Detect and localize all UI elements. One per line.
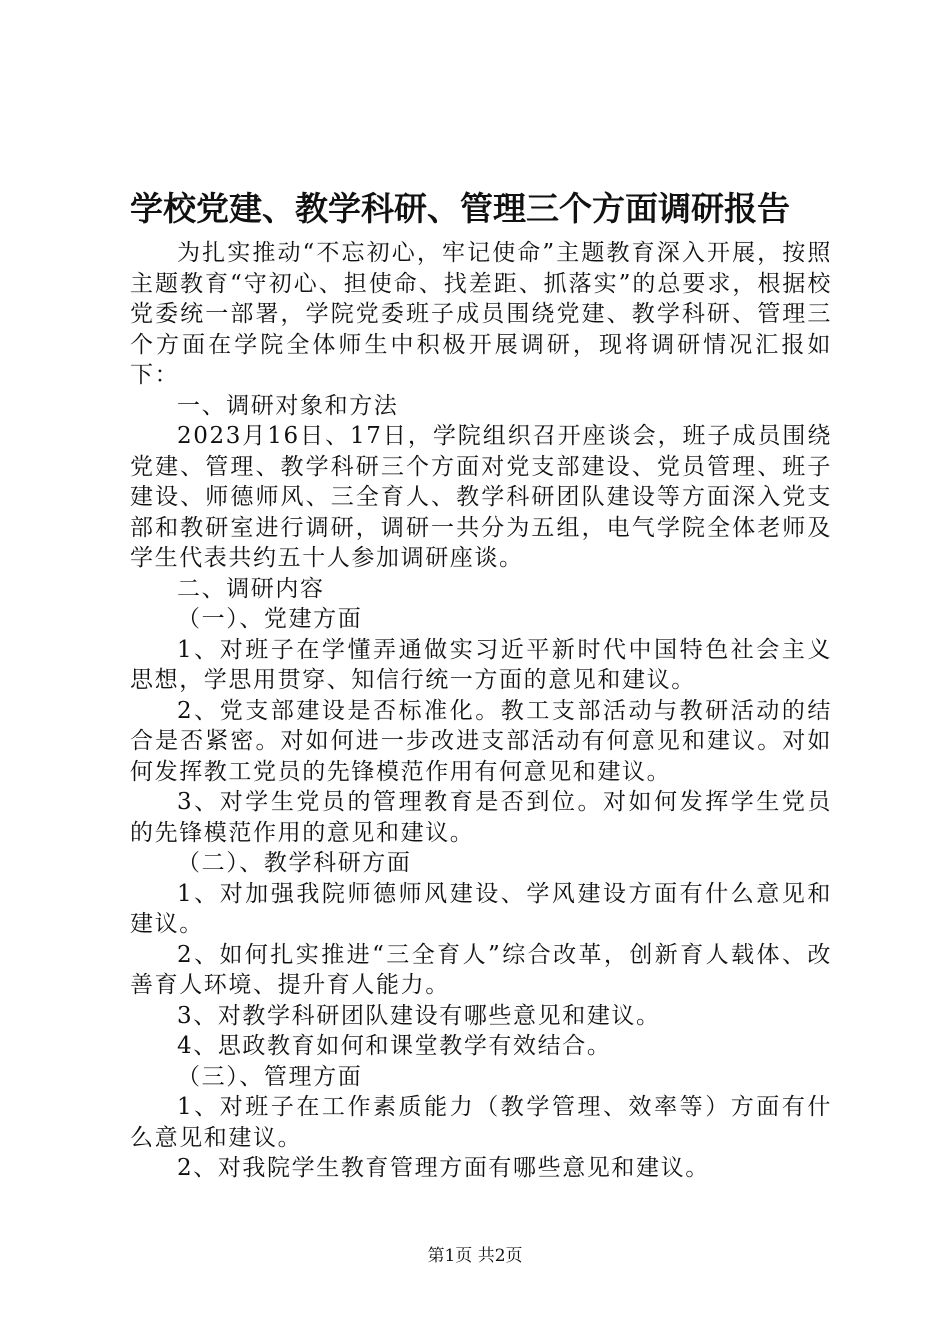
section-1-heading: 一、调研对象和方法 xyxy=(177,392,399,419)
document-title: 学校党建、教学科研、管理三个方面调研报告 xyxy=(130,189,790,228)
part-1-item-3: 3、对学生党员的管理教育是否到位。对如何发挥学生党员的先锋模范作用的意见和建议。 xyxy=(130,789,832,846)
section-1-paragraph: 2023月16日、17日，学院组织召开座谈会，班子成员围绕党建、管理、教学科研三个方面对党支部建设、党员管理、班子建设、师德师风、三全育人、教学科研团队建设等方面深入党支部和教研室进行调研，调研一共分为五组，电气学院全体老师及学生代表共约五十人参加调研座谈。 xyxy=(130,423,832,571)
page-number-label: 第1页 共2页 xyxy=(427,1246,523,1266)
document-body xyxy=(130,238,832,1184)
part-2-item-3: 3、对教学科研团队建设有哪些意见和建议。 xyxy=(177,1002,661,1029)
part-3-item-1: 1、对班子在工作素质能力（教学管理、效率等）方面有什么意见和建议。 xyxy=(130,1094,832,1151)
part-2-heading: （二）、教学科研方面 xyxy=(177,850,412,876)
part-1-item-2: 2、党支部建设是否标准化。教工支部活动与教研活动的结合是否紧密。对如何进一步改进支部活动有何意见和建议。对如何发挥教工党员的先锋模范作用有何意见和建议。 xyxy=(130,697,832,785)
intro-paragraph: 为扎实推动“不忘初心，牢记使命”主题教育深入开展，按照主题教育“守初心、担使命、找差距、抓落实”的总要求，根据校党委统一部署，学院党委班子成员围绕党建、教学科研、管理三个方面在学院全体师生中积极开展调研，现将调研情况汇报如下： xyxy=(130,240,832,388)
part-1-item-1: 1、对班子在学懂弄通做实习近平新时代中国特色社会主义思想，学思用贯穿、知信行统一方面的意见和建议。 xyxy=(130,636,832,693)
part-2-item-2: 2、如何扎实推进“三全育人”综合改革，创新育人载体、改善育人环境、提升育人能力。 xyxy=(130,941,832,998)
part-3-heading: （三）、管理方面 xyxy=(177,1063,363,1090)
part-2-item-4: 4、思政教育如何和课堂教学有效结合。 xyxy=(177,1033,612,1059)
part-1-heading: （一）、党建方面 xyxy=(177,606,363,632)
page-footer xyxy=(0,1245,950,1267)
part-2-item-1: 1、对加强我院师德师风建设、学风建设方面有什么意见和建议。 xyxy=(130,880,832,937)
part-3-item-2: 2、对我院学生教育管理方面有哪些意见和建议。 xyxy=(177,1155,710,1181)
section-2-heading: 二、调研内容 xyxy=(177,575,325,602)
